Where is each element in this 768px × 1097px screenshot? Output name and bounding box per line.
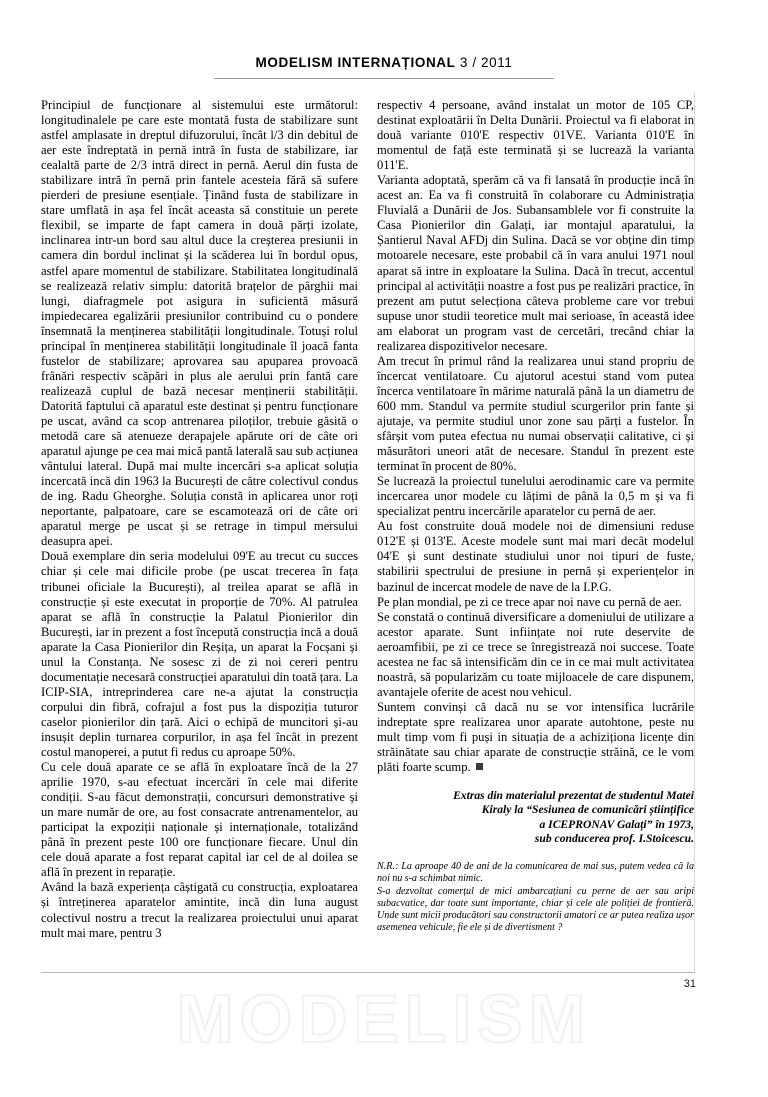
paragraph-text: Suntem convinși că dacă nu se vor intensifica lucrările indreptate spre realizarea unor aparate autohtone, peste nu mult timp vom fi puși in situația de a achiziționa licențe din străinătate sau chiar aparate de construcție străină, ce le vom plăti foarte scump. [377,699,694,775]
paragraph: Se constată o continuă diversificare a domeniului de utilizare a acestor aparate. Sunt inființate noi rute deservite de aeroamfibii, pe zi ce trece se înregistrează noi succese. Toate acestea ne fac să intensificăm din ce in ce mai mult activitatea noastră, să popularizăm cu toate mijloacele de care dispunem, avantajele oferite de acest nou vehicul. [377,609,694,699]
left-column [41,98,358,941]
masthead-rule [214,78,554,79]
attribution-block [377,789,694,846]
right-column [377,98,694,941]
paragraph: Două exemplare din seria modelului 09'E au trecut cu succes chiar și cele mai dificile probe (pe uscat trecerea în fața tribunei oficiale la București), al treilea aparat se află in construcție și este executat in proporție de 70%. Al patrulea aparat se află în construcție la Palatul Pionierilor din București, iar in prezent a fost începută construcția incă a două aparate la Casa Pionierilor din Reșița, un aparat la Focșani și unul la Constanța. Ne sosesc zi de zi noi cereri pentru documentație necesară construcției aparatului din toată țara. La ICIP-SIA, intreprinderea care ne-a ajutat la construcția corpului din fibră, cofrajul a fost pus la dispoziția tuturor caselor pionierilor din țară. Aici o echipă de muncitori și-au insușit deplin turnarea corpurilor, in așa fel încât in prezent costul manoperei, a putut fi redus cu aproape 50%. [41,549,358,760]
footer-rule [41,972,695,973]
masthead-title [256,55,513,70]
paragraph: Varianta adoptată, sperăm că va fi lansată în producție incă în acest an. Ea va fi construită în colaborare cu Administrația Fluvială a Dunării de Jos. Subansamblele vor fi construite la Casa Pionierilor din Galați, iar montajul aparatului, la Șantierul Naval AFDj din Sulina. Dacă se vor obține din timp motoarele necesare, este probabil că în vara anului 1971 noul aparat să intre in exploatare la Sulina. Dacă în trecut, accentul principal al activității noastre a fost pus pe realizări practice, în prezent am putut selecționa câteva probleme care vor trebui supuse unor studii teoretice mult mai serioase, în această idee am elaborat un program vast de cercetări, trecând chiar la realizarea dispozitivelor necesare. [377,173,694,353]
editor-note-paragraph: N.R.: La aproape 40 de ani de la comunicarea de mai sus, putem vedea că la noi nu s-a schimbat nimic. [377,860,694,885]
masthead-title-main: MODELISM INTERNAȚIONAL [255,55,456,70]
end-of-article-mark-icon [476,763,483,770]
paragraph: Cu cele două aparate ce se află în exploatare încă de la 27 aprilie 1970, s-au efectuat incercări în cele mai diferite condiții. S-au făcut demonstrații, concursuri demonstrative și un mare număr de ore, au fost consacrate antrenamentelor, au participat la expoziții naționale și internaționale, totalizând până în prezent peste 100 ore funcționare fiecare. Unul din cele două aparate a fost reparat capital iar cel de al doilea se află în prezent in reparație. [41,760,358,880]
page-number: 31 [683,978,696,990]
attribution-line: a ICEPRONAV Galați” în 1973, [539,817,694,831]
paragraph: Principiul de funcționare al sistemului este următorul: longitudinalele pe care este montată fusta de stabilizare sunt astfel amplasate in dreptul difuzorului, încât l/3 din debitul de aer este îndreptată in pernă intră în fusta de stabilizare, iar cealaltă parte de 2/3 intră direct in pernă. Aerul din fusta de stabilizare intră în pernă prin fantele acesteia fără să sufere pierderi de presiune esențiale. Ținând fusta de stabilizare in stare umflată in așa fel încât aceasta să constituie un perete flexibil, se imparte de fapt camera in două părți izolate, inclinarea intr-un bord sau altul duce la creșterea presiunii in camera din bordul inclinat și la scăderea lui în bordul opus, astfel apare momentul de stabilizare. Stabilitatea longitudinală se realizează relativ simplu: datorită brațelor de pârghii mai lungi, diafragmele pot asigura in suficientă măsură impiedecarea egalizării presiunilor contribuind cu o pondere însemnată la menținerea stabilității longitudinale. Totuși rolul principal în menținerea stabilității longitudinale îl joacă fanta fustelor de stabilizare; aprovarea sau apuparea provoacă frânări respectiv scăpări in plus ale aerului prin fantă care realizează cuplul de bază necesar menținerii stabilității. Datorită faptului că aparatul este destinat și pentru funcționare pe uscat, având ca scop antrenarea piloților, trebuie găsită o metodă care să atenueze derapajele apărute ori de câte ori aparatul ajunge pe cea mai mică pantă laterală sau sub acțiunea vântului lateral. După mai multe incercări s-a aplicat soluția incercată incă din 1963 la București de către colectivul condus de ing. Radu Gheorghe. Soluția constă in aplicarea unor roți neportante, palpatoare, care se escamotează ori de câte ori aparatul merge pe uscat și se retrage in timpul mersului deasupra apei. [41,98,358,549]
paragraph: respectiv 4 persoane, având instalat un motor de 105 CP, destinat exploatării în Delta Dunării. Proiectul va fi elaborat in două variante 010'E respectiv 01VE. Varianta 010'E în momentul de față este terminată și se lucrează la varianta 011'E. [377,98,694,173]
running-head [0,54,768,72]
editor-note-block [377,861,694,935]
attribution-line: sub conducerea prof. I.Stoicescu. [534,831,694,845]
paragraph: Având la bază experiența câștigată cu construcția, exploatarea și întreținerea aparatelor amintite, incă din luna august colectivul nostru a trecut la realizarea proiectului unui aparat mult mai mare, pentru 3 [41,880,358,940]
attribution-line: Extras din materialul prezentat de studentul Matei [453,789,694,803]
paragraph: Au fost construite două modele noi de dimensiuni reduse 012'E și 013'E. Aceste modele sunt mai mari decât modelul 04'E și sunt destinate studiului unor noi tipuri de fuste, stabilirii spectrului de presiune in pernă și experiențelor in bazinul de incercat modele de nave de la I.P.G. [377,519,694,594]
paragraph-final [377,700,694,775]
editor-note-paragraph: S-a dezvoltat comerțul de mici ambarcațiuni cu perne de aer sau aripi subacvatice, dar toate sunt importante, chiar și cele ale poliției de frontieră. Unde sunt micii producători sau constructorii amatori ce ar putea realiza ușor asemenea vehicule, fie ele și de divertisment ? [377,885,694,934]
article-body [41,98,695,941]
modelism-watermark: MODELISM [176,981,592,1057]
paragraph: Am trecut în primul rând la realizarea unui stand propriu de încercat ventilatoare. Cu ajutorul acestui stand vom putea încerca ventilatoare în mărime naturală până la un diametru de 600 mm. Standul va permite studiul scurgerilor prin fante și ajutaje, va permite studiul unor zone sau părți a fustelor. În sfârșit vom putea efectua nu numai observații calitative, ci și măsurători uneori atât de necesare. Standul în prezent este terminat în procent de 80%. [377,353,694,474]
attribution-line: Kiraly la “Sesiunea de comunicări științifice [481,803,694,817]
paragraph: Se lucrează la proiectul tunelului aerodinamic care va permite incercarea unor modele cu lățimi de până la 0,5 m și va fi specializat pentru incercările aparatelor cu pernă de aer. [377,474,694,519]
masthead-issue: 3 / 2011 [459,55,513,70]
paragraph: Pe plan mondial, pe zi ce trece apar noi nave cu pernă de aer. [377,594,682,609]
